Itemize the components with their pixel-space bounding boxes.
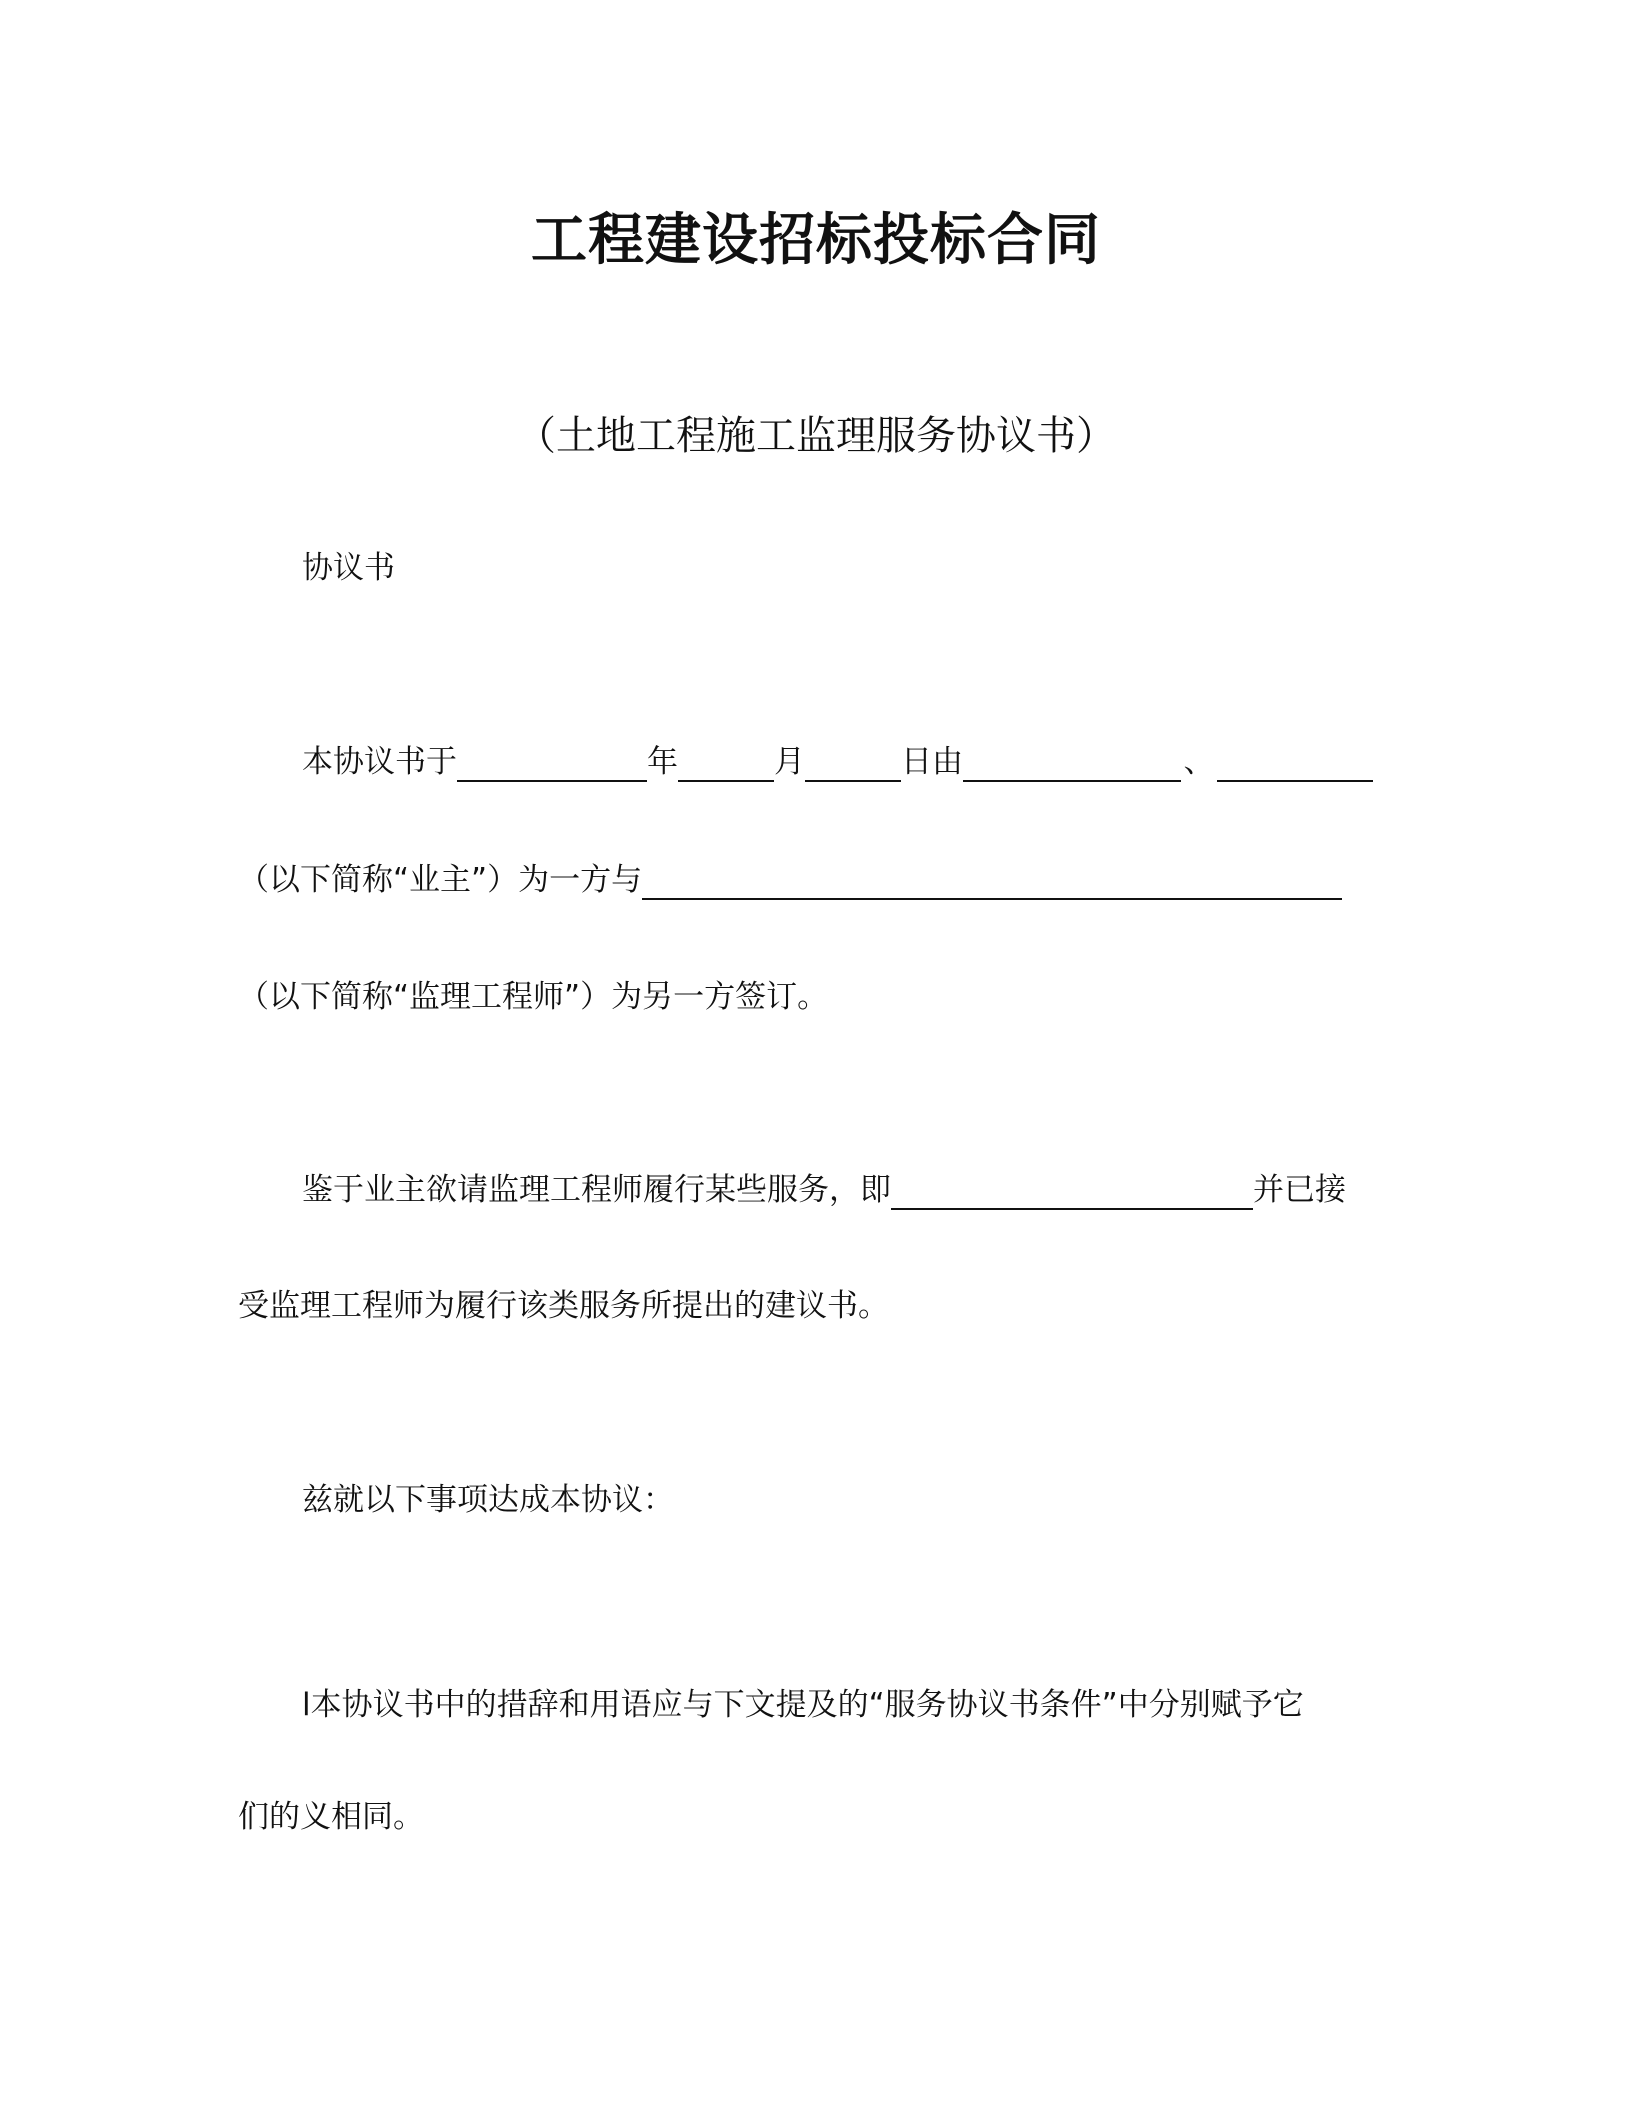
month-label: 月 (774, 744, 805, 780)
year-label: 年 (647, 744, 678, 780)
document-title: 工程建设招标投标合同 (531, 208, 1101, 273)
day-by-label: 日由 (901, 744, 963, 780)
services-line (302, 1170, 1346, 1210)
services-suffix: 并已接 (1253, 1172, 1346, 1208)
day-blank[interactable] (805, 746, 901, 782)
agreement-heading: 协议书 (302, 550, 395, 586)
year-blank[interactable] (457, 746, 647, 782)
document-subtitle: （土地工程施工监理服务协议书） (516, 413, 1116, 459)
clause-1-line-2: 们的义相同。 (238, 1799, 424, 1835)
services-continuation: 受监理工程师为履行该类服务所提出的建议书。 (238, 1288, 889, 1324)
owner-line-prefix: （以下简称“业主”）为一方与 (238, 862, 643, 898)
owner-line (238, 860, 1342, 900)
owner-blank-2[interactable] (1217, 746, 1373, 782)
services-blank[interactable] (891, 1174, 1253, 1210)
engineer-blank[interactable] (642, 864, 1342, 900)
agreement-intro: 兹就以下事项达成本协议： (302, 1482, 674, 1518)
agreement-date-line (302, 742, 1373, 782)
services-prefix: 鉴于业主欲请监理工程师履行某些服务，即 (302, 1172, 891, 1208)
separator-comma: 、 (1183, 744, 1215, 780)
clause-1-line-1: l本协议书中的措辞和用语应与下文提及的“服务协议书条件”中分别赋予它 (302, 1687, 1304, 1723)
date-line-prefix: 本协议书于 (302, 744, 457, 780)
owner-blank-1[interactable] (963, 746, 1181, 782)
month-blank[interactable] (678, 746, 774, 782)
engineer-line: （以下简称“监理工程师”）为另一方签订。 (238, 979, 829, 1015)
